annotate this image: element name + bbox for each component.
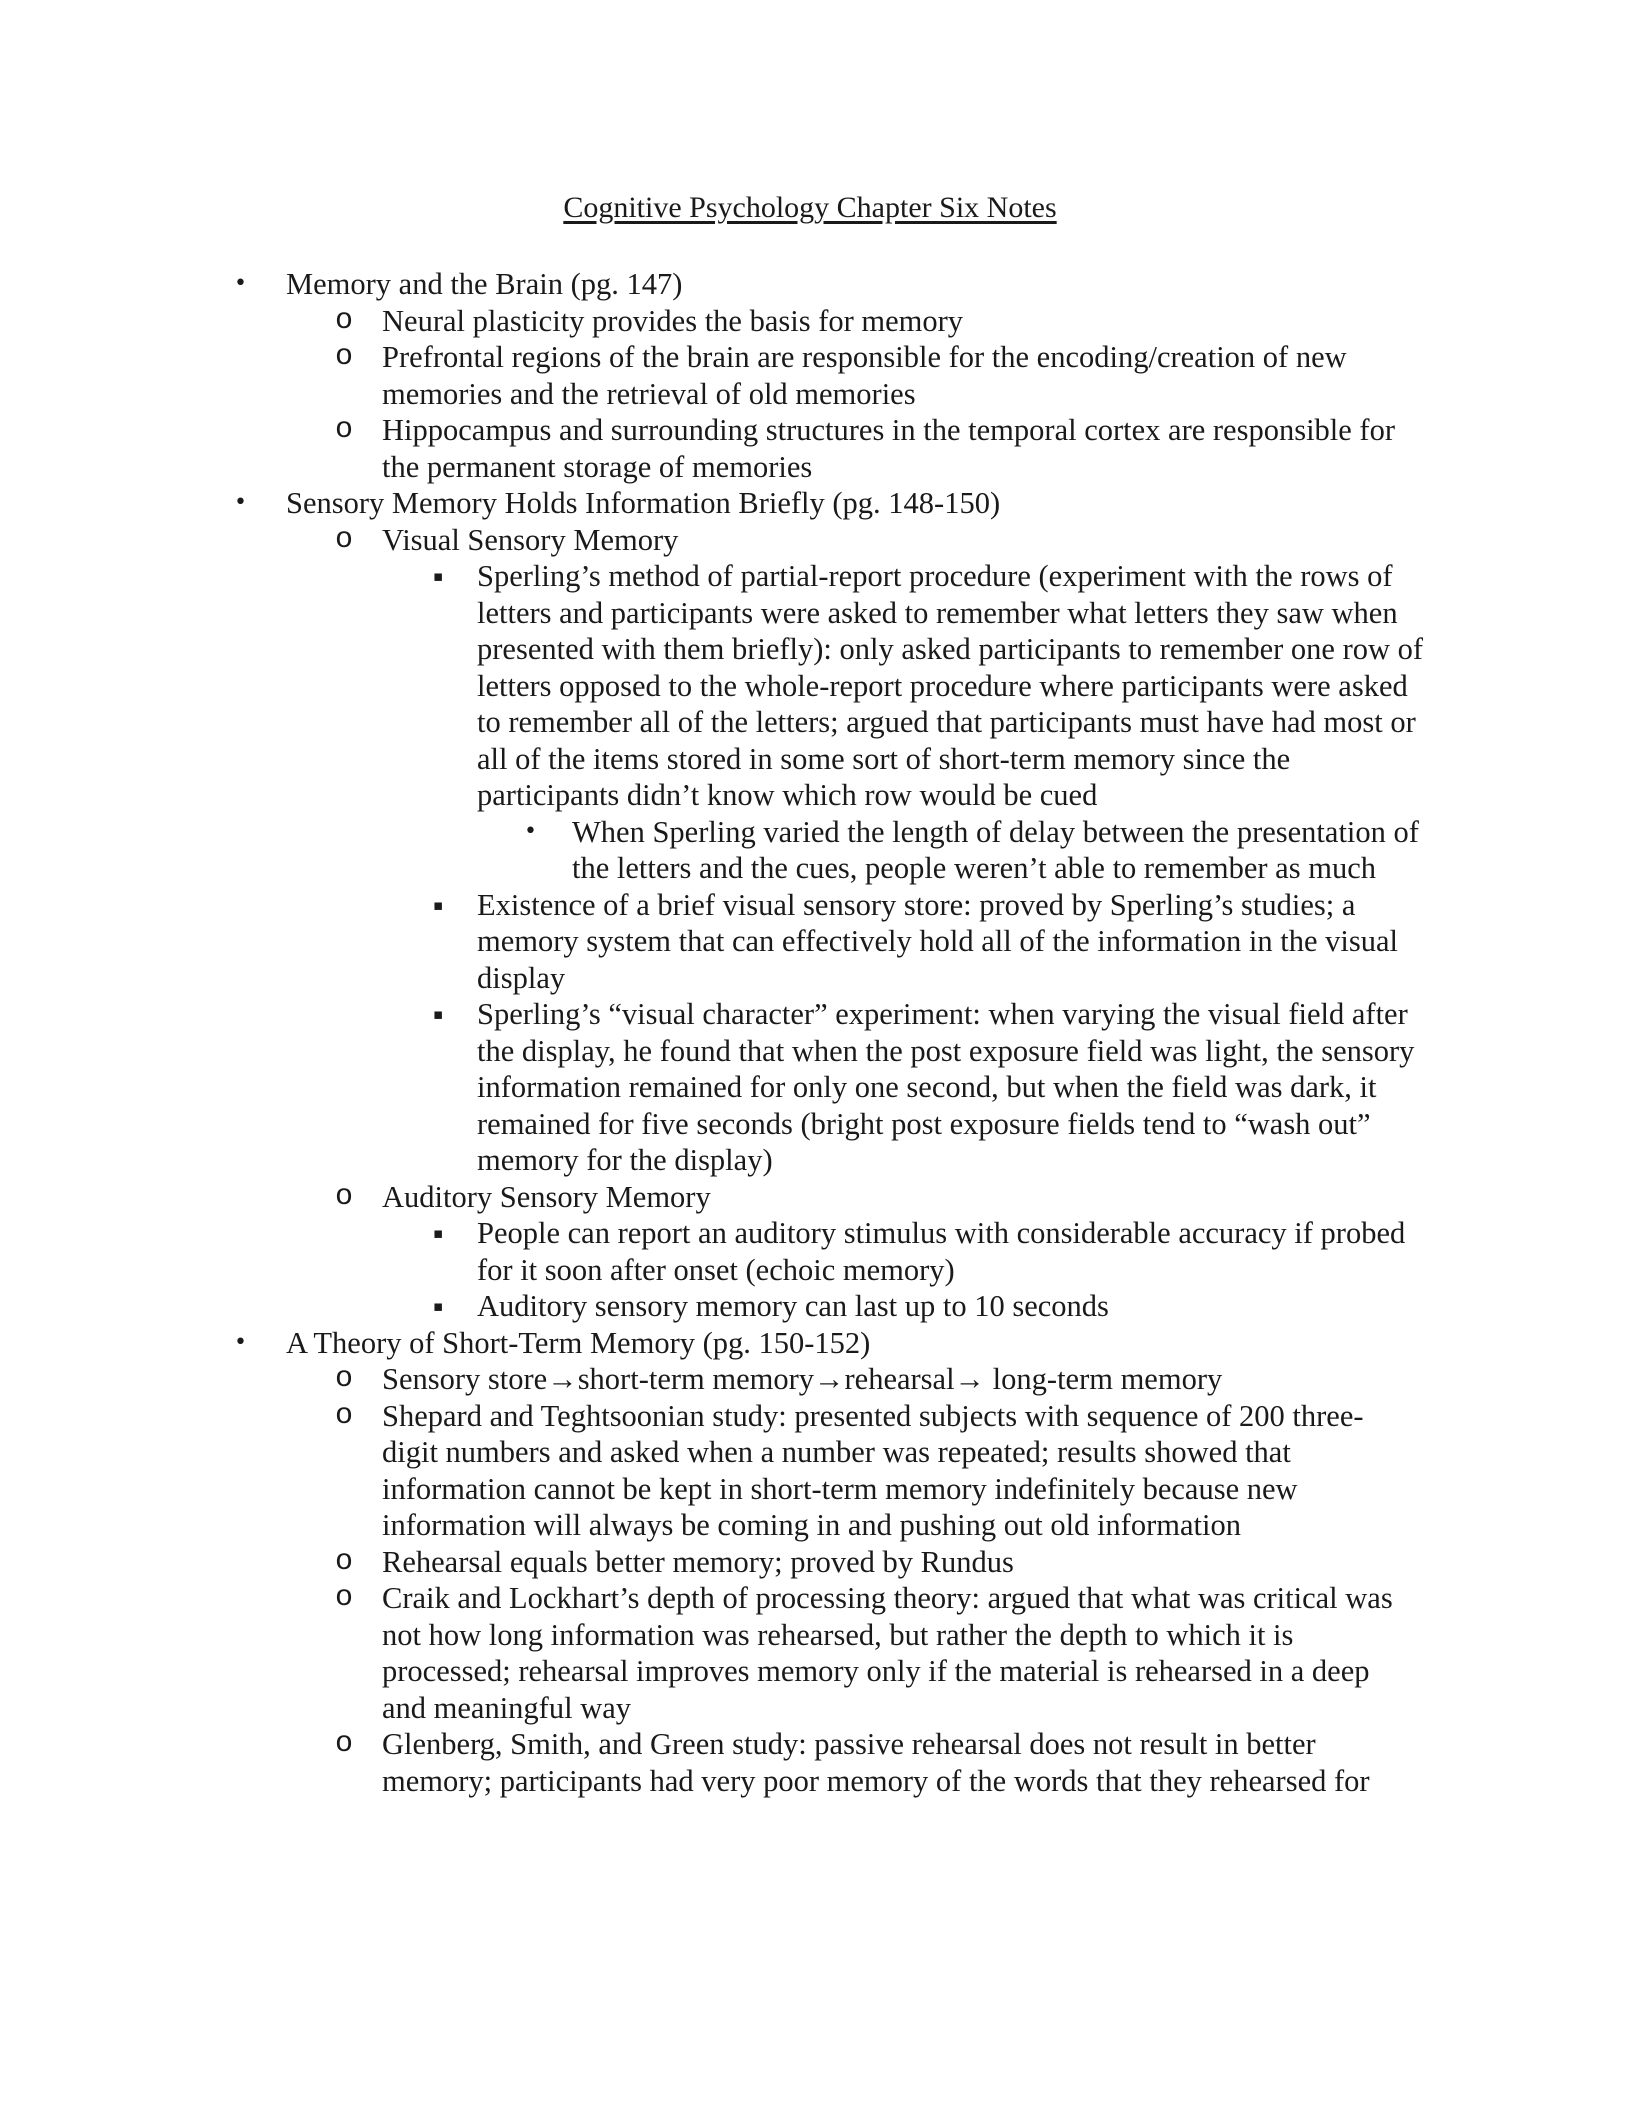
circle-marker: o xyxy=(335,1398,354,1433)
circle-marker: o xyxy=(335,1581,354,1615)
outline-item-text: Sperling’s method of partial-report procedure (experiment with the rows of letters and participants were asked to remember what letters they saw when presented with them briefly): only asked participants to remember one row of letters opposed to the whole-report procedure where participants were asked to remember all of the letters; argued that participants must have had most or all of the items stored in some sort of short-term memory since the participants didn’t know which row would be cued xyxy=(477,559,1424,812)
outline-item-text: Prefrontal regions of the brain are responsible for the encoding/creation of new memories and the retrieval of old memories xyxy=(382,340,1347,411)
outline-item-text: When Sperling varied the length of delay between the presentation of the letters and the cues, people weren’t able to remember as much xyxy=(572,814,1419,885)
outline-item-level-3 xyxy=(433,1215,1437,1288)
outline-item-text: Sperling’s “visual character” experiment: when varying the visual field after the display, he found that when the post exposure field was light, the sensory information remained for only one second, but when the field was dark, it remained for five seconds (bright post exposure fields tend to “wash out” memory for the display) xyxy=(477,997,1415,1177)
square-marker: ▪ xyxy=(433,567,444,585)
outline-item-text: Shepard and Teghtsoonian study: presented subjects with sequence of 200 three-digit numbers and asked when a number was repeated; results showed that information cannot be kept in short-term memory indefinitely because new information will always be coming in and pushing out old information xyxy=(382,1398,1364,1542)
outline-item-level-2 xyxy=(335,1580,1402,1726)
outline-item-text: Auditory sensory memory can last up to 10 seconds xyxy=(477,1289,1109,1323)
square-marker: ▪ xyxy=(433,1297,444,1315)
square-marker: ▪ xyxy=(433,1005,444,1023)
outline-item-level-2 xyxy=(335,1398,1402,1544)
outline-item-level-2 xyxy=(335,412,1402,485)
circle-marker: o xyxy=(335,1544,354,1579)
outline-item-text: Sensory store→short-term memory→rehearsal→ long-term memory xyxy=(382,1362,1223,1396)
circle-marker: o xyxy=(335,413,354,447)
circle-marker: o xyxy=(335,1727,354,1761)
bullet-marker: • xyxy=(234,1329,247,1355)
outline-item-text: Glenberg, Smith, and Green study: passive rehearsal does not result in better memory; participants had very poor memory of the words that they rehearsed for xyxy=(382,1727,1370,1798)
circle-marker: o xyxy=(335,1179,354,1214)
document-title: Cognitive Psychology Chapter Six Notes xyxy=(563,191,1057,224)
circle-marker: o xyxy=(335,522,354,557)
circle-marker: o xyxy=(335,340,354,374)
outline-item-level-1 xyxy=(234,485,1426,522)
outline-item-text: People can report an auditory stimulus with considerable accuracy if probed for it soon after onset (echoic memory) xyxy=(477,1216,1406,1287)
notes-outline xyxy=(0,266,1640,1799)
outline-item-level-3 xyxy=(433,1288,1437,1325)
outline-item-text: Neural plasticity provides the basis for memory xyxy=(382,303,964,338)
outline-item-level-2 xyxy=(335,522,1402,559)
outline-item-text: Visual Sensory Memory xyxy=(382,522,679,557)
outline-item-level-2 xyxy=(335,1544,1402,1581)
square-marker: ▪ xyxy=(433,1224,444,1242)
outline-item-text: Sensory Memory Holds Information Briefly (pg. 148-150) xyxy=(286,486,1001,520)
outline-item-text: Existence of a brief visual sensory store: proved by Sperling’s studies; a memory system that can effectively hold all of the information in the visual display xyxy=(477,887,1398,995)
bullet-marker: • xyxy=(234,490,247,515)
outline-item-text: A Theory of Short-Term Memory (pg. 150-152) xyxy=(286,1325,871,1360)
outline-item-text: Auditory Sensory Memory xyxy=(382,1179,711,1214)
circle-marker: o xyxy=(335,1362,354,1396)
outline-item-level-4 xyxy=(524,814,1432,887)
outline-item-level-3 xyxy=(433,996,1437,1179)
outline-item-level-1 xyxy=(234,1325,1426,1362)
outline-item-text: Memory and the Brain (pg. 147) xyxy=(286,267,683,301)
outline-item-level-3 xyxy=(433,887,1437,997)
outline-item-level-1 xyxy=(234,266,1426,303)
square-marker: ▪ xyxy=(433,895,444,914)
outline-item-text: Rehearsal equals better memory; proved by Rundus xyxy=(382,1544,1014,1579)
outline-item-level-2 xyxy=(335,1179,1402,1216)
outline-item-level-2 xyxy=(335,1726,1402,1799)
outline-item-level-2 xyxy=(335,1361,1402,1398)
outline-item-level-2 xyxy=(335,339,1402,412)
outline-item-text: Craik and Lockhart’s depth of processing theory: argued that what was critical was not how long information was rehearsed, but rather the depth to which it is processed; rehearsal improves memory only if the material is rehearsed in a deep and meaningful way xyxy=(382,1581,1393,1725)
bullet-marker: • xyxy=(234,271,247,296)
bullet-marker: • xyxy=(524,818,537,844)
circle-marker: o xyxy=(335,303,354,338)
outline-item-text: Hippocampus and surrounding structures in the temporal cortex are responsible for the permanent storage of memories xyxy=(382,413,1395,484)
outline-item-level-3 xyxy=(433,558,1437,814)
outline-item-level-2 xyxy=(335,303,1402,340)
